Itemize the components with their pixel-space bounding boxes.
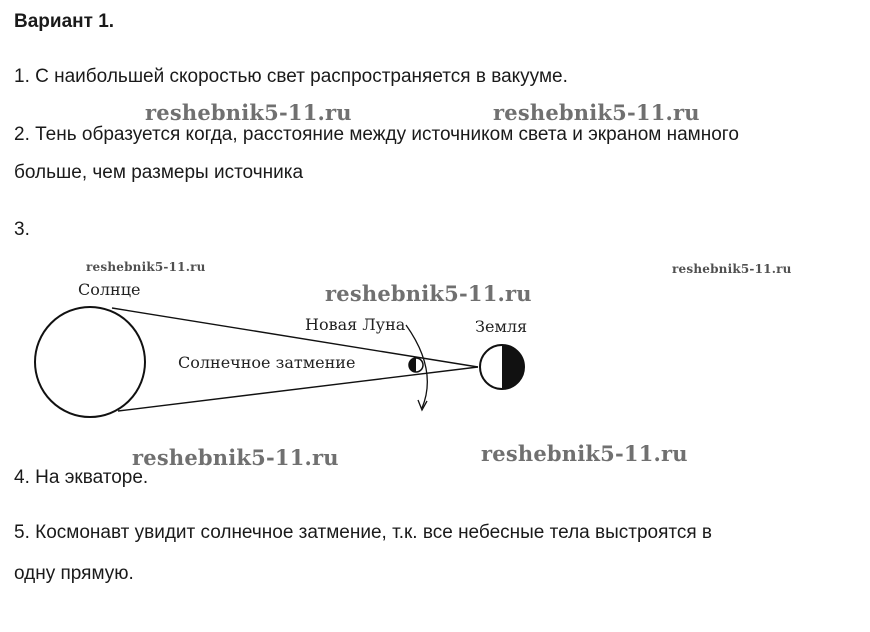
page-title: Вариант 1. (14, 11, 115, 32)
watermark: reshebnik5-11.ru (481, 441, 688, 466)
answer-5-line-1: 5. Космонавт увидит солнечное затмение, т.к. все небесные тела выстроятся в (14, 522, 713, 543)
sun-label: Солнце (78, 280, 141, 299)
watermark: reshebnik5-11.ru (325, 281, 532, 306)
earth-label: Земля (475, 317, 528, 336)
answer-2-line-2: больше, чем размеры источника (14, 162, 304, 183)
earth-night-side (502, 345, 524, 389)
answer-5-line-2: одну прямую. (14, 563, 134, 584)
new-moon-label: Новая Луна (305, 315, 406, 334)
watermark: reshebnik5-11.ru (132, 445, 339, 470)
watermark: reshebnik5-11.ru (672, 262, 792, 276)
solar-eclipse-diagram (0, 250, 870, 450)
sun-circle (35, 307, 145, 417)
eclipse-label: Солнечное затмение (178, 353, 356, 372)
watermark: reshebnik5-11.ru (145, 100, 352, 125)
watermark: reshebnik5-11.ru (493, 100, 700, 125)
answer-3: 3. (14, 219, 30, 240)
watermark: reshebnik5-11.ru (86, 260, 206, 274)
answer-4: 4. На экваторе. (14, 467, 149, 488)
answer-2-line-1: 2. Тень образуется когда, расстояние между источником света и экраном намного (14, 124, 739, 145)
answer-1: 1. С наибольшей скоростью свет распространяется в вакууме. (14, 66, 568, 87)
